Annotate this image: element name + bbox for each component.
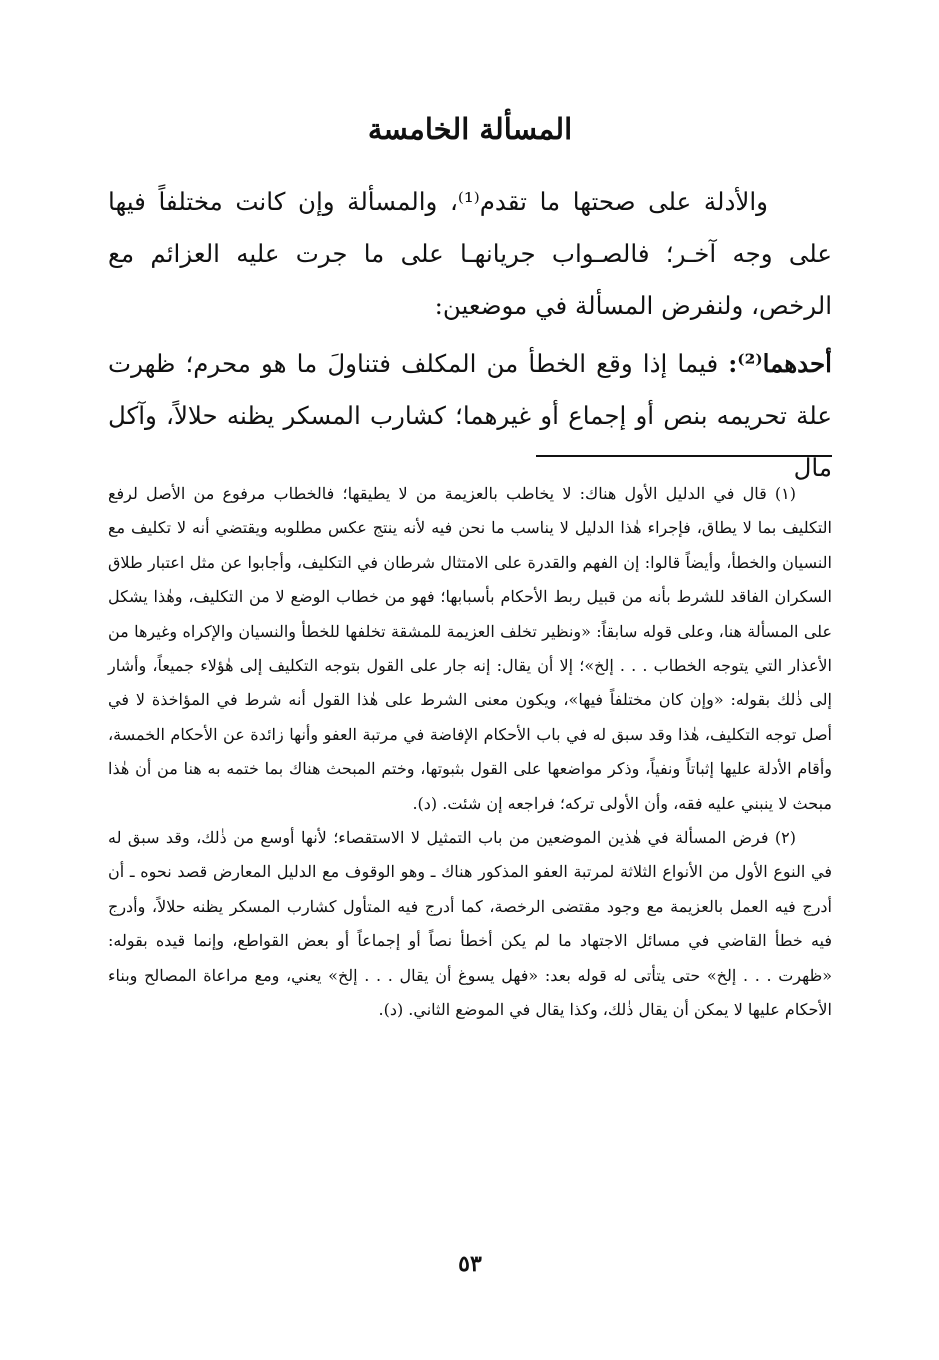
main-paragraph-2-text: فيما إذا وقع الخطأ من المكلف فتناولَ ما هو محرم؛ ظهرت علة تحريمه بنص أو إجماع أو غيرهما؛ كشارب المسكر يظنه حلالاً، وآكل مال xyxy=(108,349,832,482)
footnote-1: (١) قال في الدليل الأول هناك: لا يخاطب بالعزيمة من لا يطيقها؛ فالخطاب مرفوع من الأصل لرفع التكليف بما لا يطاق، فإجراء هٰذا الدليل لا يناسب ما نحن فيه لأنه ينتج عكس مطلوبه ويقتضي أنه لا تكليف مع النسيان والخطأ، وأيضاً قالوا: إن الفهم والقدرة على الامتثال شرطان في التكليف، وأجابوا عن مثل اعتبار طلاق السكران الفاقد للشرط بأنه من قبيل ربط الأحكام بأسبابها؛ فهو من خطاب الوضع لا من التكليف، وهٰذا يشكل على المسألة هنا، وعلى قوله سابقاً: «ونظير تخلف العزيمة للمشقة تخلفها للخطأ والنسيان والإكراه وغيرها من الأعذار التي يتوجه الخطاب . . . إلخ»؛ إلا أن يقال: إنه جار على القول بتوجه التكليف إلى هٰؤلاء جميعاً، وأشار إلى ذٰلك بقوله: «وإن كان مختلفاً فيها»، ويكون معنى الشرط على هٰذا القول أنه شرط في المؤاخذة لا في أصل توجه التكليف، هٰذا وقد سبق له في باب الأحكام الإفاضة في مرتبة العفو وأنها زائدة عن الأحكام الخمسة، وأقام الأدلة عليها إثباتاً ونفياً، وذكر مواضعها على القول بثبوتها، وختم المبحث هناك بما ختمه به هنا من أن هٰذا مبحث لا ينبني عليه فقه، وأن الأولى تركه؛ فراجعه إن شئت. (د). xyxy=(108,484,833,813)
page-number: ٥٣ xyxy=(458,1251,482,1277)
chapter-title: المسألة الخامسة xyxy=(367,112,573,146)
paragraph-lead-word: أحدهما⁽²⁾: xyxy=(728,349,832,378)
main-text xyxy=(108,176,832,494)
main-paragraph-2 xyxy=(108,338,832,494)
footnote-divider xyxy=(536,455,832,457)
book-page xyxy=(108,0,832,1360)
main-paragraph-1: والأدلة على صحتها ما تقدم⁽¹⁾، والمسألة وإن كانت مختلفاً فيها على وجه آخـر؛ فالصـواب جريانهـا على ما جرت عليه العزائم مع الرخص، ولنفرض المسألة في موضعين: xyxy=(108,187,832,320)
footnote-2: (٢) فرض المسألة في هٰذين الموضعين من باب التمثيل لا الاستقصاء؛ لأنها أوسع من ذٰلك، وقد سبق له في النوع الأول من الأنواع الثلاثة لمرتبة العفو المذكور هناك ـ وهو الوقوف مع الدليل المعارض قصد نحوه ـ أن أدرج فيه العمل بالعزيمة مع وجود مقتضى الرخصة، كما أدرج فيه المتأول كشارب المسكر يظنه حلالاً، وأدرج فيه خطأ القاضي في مسائل الاجتهاد ما لم يكن أخطأ نصاً أو إجماعاً أو بعض القواطع، وإنما قيده بقوله: «ظهرت . . . إلخ» حتى يتأتى له قوله بعد: «فهل يسوغ أن يقال . . . إلخ» يعني، ومع مراعاة المصالح وبناء الأحكام عليها لا يمكن أن يقال ذٰلك، وكذا يقال في الموضع الثاني. (د). xyxy=(108,828,832,1020)
footnotes xyxy=(108,477,832,1028)
